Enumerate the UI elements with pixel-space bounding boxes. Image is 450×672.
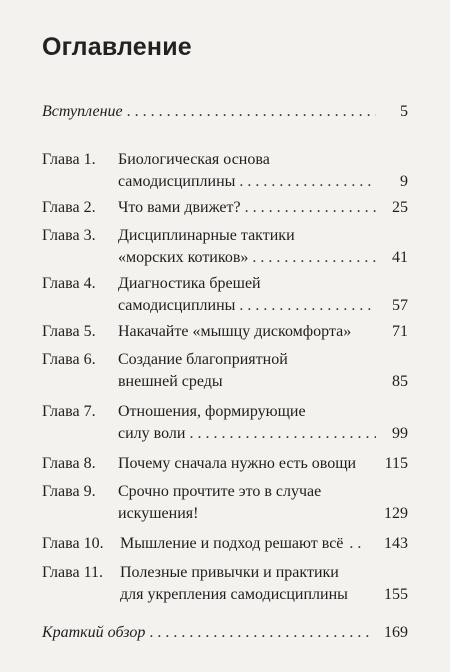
dot-leader [239, 295, 376, 317]
entry-title-line2: «морских котиков» [118, 249, 249, 266]
toc-entry-chapter-6[interactable] [42, 349, 408, 393]
chapter-label: Глава 2. [42, 199, 96, 216]
toc-entry-chapter-4[interactable] [42, 273, 408, 317]
toc-entry-chapter-11[interactable] [42, 562, 408, 606]
chapter-label: Глава 3. [42, 227, 96, 244]
toc-entry-chapter-5[interactable] [42, 321, 408, 343]
page-number: 115 [384, 455, 408, 472]
entry-title: Вступление [42, 103, 123, 120]
dot-leader [127, 101, 376, 123]
chapter-label: Глава 10. [42, 535, 104, 552]
entry-title-line1: Создание благоприятной [118, 351, 288, 368]
toc-entry-chapter-3[interactable] [42, 225, 408, 269]
chapter-label: Глава 7. [42, 403, 96, 420]
page-number: 143 [384, 535, 408, 552]
chapter-label: Глава 6. [42, 351, 96, 368]
dot-leader [239, 171, 376, 193]
entry-title-line1: Накачайте «мышцу дискомфорта» [118, 323, 352, 340]
toc-entry-chapter-10[interactable] [42, 533, 408, 555]
page-number: 129 [384, 505, 408, 522]
entry-title-line1: Отношения, формирующие [118, 403, 306, 420]
dot-leader [349, 533, 363, 555]
page-number: 57 [392, 297, 408, 314]
page-number: 41 [392, 249, 408, 266]
page-number: 9 [400, 173, 408, 190]
chapter-label: Глава 5. [42, 323, 96, 340]
dot-leader [189, 423, 376, 445]
entry-title-line1: Биологическая основа [118, 151, 270, 168]
entry-title: Краткий обзор [42, 624, 146, 641]
entry-title-line1: Полезные привычки и практики [120, 564, 339, 581]
chapter-label: Глава 8. [42, 455, 96, 472]
page-number: 169 [384, 624, 408, 641]
chapter-label: Глава 4. [42, 275, 96, 292]
toc-entry-intro[interactable] [42, 101, 408, 123]
entry-title-line1: Срочно прочтите это в случае [118, 483, 322, 500]
page-number: 71 [392, 323, 408, 340]
entry-title-line2: самодисциплины [118, 297, 236, 314]
toc-entry-chapter-1[interactable] [42, 149, 408, 193]
chapter-label: Глава 9. [42, 483, 96, 500]
toc-entry-summary[interactable] [42, 622, 408, 644]
chapter-label: Глава 1. [42, 151, 96, 168]
page-number: 99 [392, 425, 408, 442]
toc-entry-chapter-9[interactable] [42, 481, 408, 525]
page-number: 155 [384, 586, 408, 603]
entry-title-line2: искушения! [118, 505, 199, 522]
dot-leader [252, 247, 376, 269]
entry-title-line1: Почему сначала нужно есть овощи [118, 455, 357, 472]
chapter-label: Глава 11. [42, 564, 103, 581]
page-title: Оглавление [42, 33, 192, 61]
toc-entry-chapter-7[interactable] [42, 401, 408, 445]
toc-entry-chapter-8[interactable] [42, 453, 408, 475]
dot-leader [245, 197, 376, 219]
entry-title-line2: для укрепления самодисциплины [120, 586, 348, 603]
dot-leader [149, 622, 374, 644]
entry-title-line2: силу воли [118, 425, 186, 442]
entry-title-line2: самодисциплины [118, 173, 236, 190]
entry-title-line1: Мышление и подход решают всё [120, 535, 344, 552]
entry-title-line2: внешней среды [118, 373, 223, 390]
entry-title-line1: Дисциплинарные тактики [118, 227, 295, 244]
entry-title-line1: Диагностика брешей [118, 275, 261, 292]
page-number: 5 [400, 103, 408, 120]
entry-title-line1: Что вами движет? [118, 199, 241, 216]
page-number: 85 [392, 373, 408, 390]
page-number: 25 [392, 199, 408, 216]
toc-entry-chapter-2[interactable] [42, 197, 408, 219]
